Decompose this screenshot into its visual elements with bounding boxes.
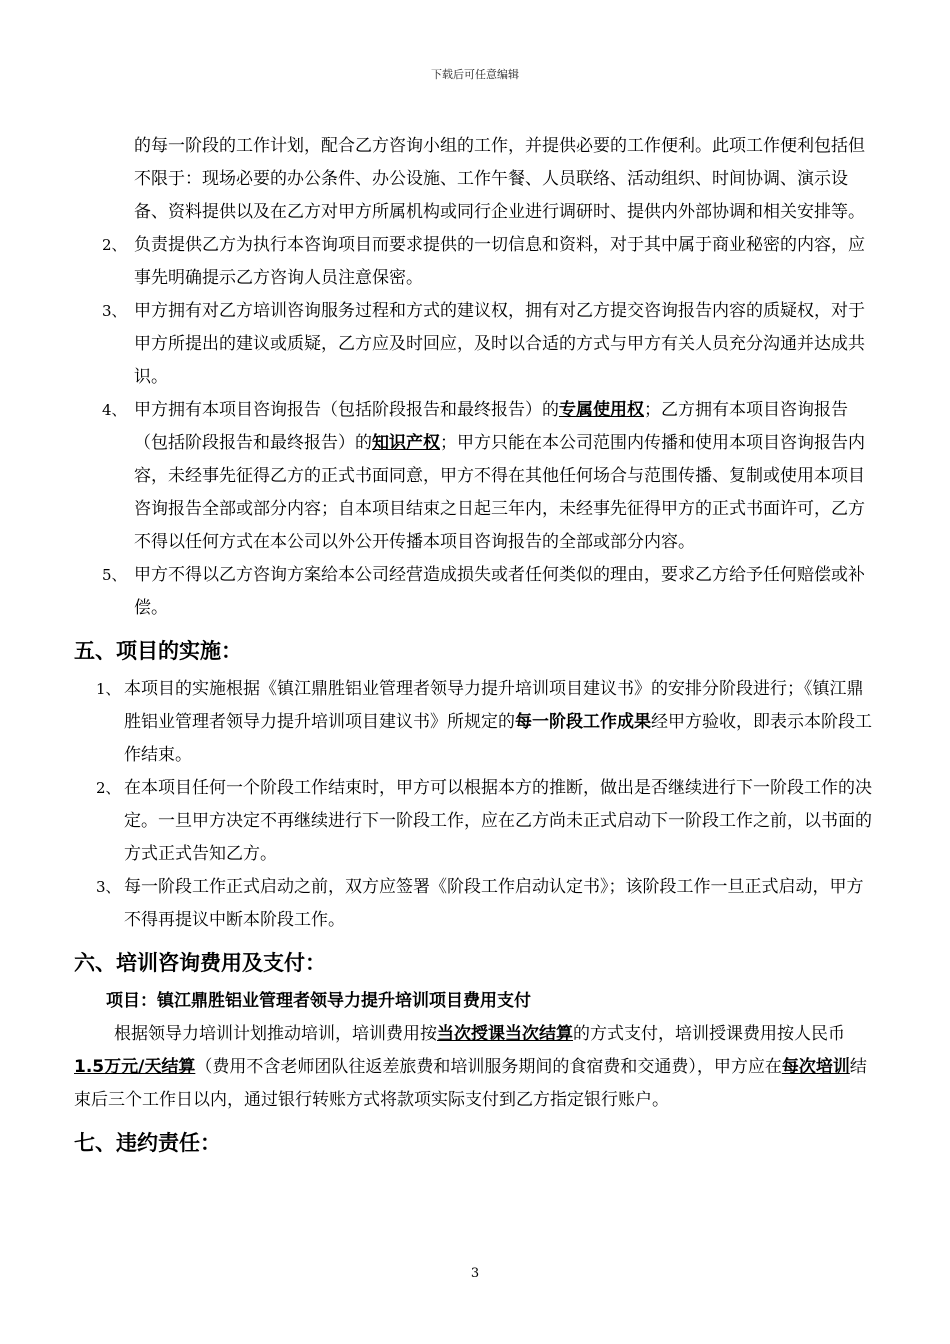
list-text: 甲方不得以乙方咨询方案给本公司经营造成损失或者任何类似的理由，要求乙方给予任何赔偿或补偿。: [134, 565, 865, 618]
list-item: [74, 394, 874, 559]
list-item: [74, 559, 874, 625]
list-text: ；甲方只能在本公司范围内传播和使用本项目咨询报告内容，未经事先征得乙方的正式书面同意，甲方不得在其他任何场合与范围传播、复制或使用本项目咨询报告全部或部分内容；自本项目结束之日起三年内，未经事先征得甲方的正式书面许可，乙方不得以任何方式在本公司以外公开传播本项目咨询报告的全部或部分内容。: [134, 433, 865, 552]
header-note: 下载后可任意编辑: [431, 68, 519, 81]
fee-paragraph: [74, 1018, 874, 1117]
list-text: 本项目的实施根据《镇江鼎胜铝业管理者领导力提升培训项目建议书》的安排分阶段进行；《镇江鼎胜铝业管理者领导力提升培训项目建议书》所规定的: [124, 679, 864, 732]
section-heading-implementation: 五、项目的实施：: [74, 639, 242, 663]
section-heading-liability: 七、违约责任：: [74, 1131, 221, 1155]
list-number: 5、: [102, 566, 127, 584]
document-body: [74, 130, 874, 1165]
fee-project-heading: 项目：镇江鼎胜铝业管理者领导力提升培训项目费用支付: [106, 991, 531, 1011]
list-number: 4、: [102, 401, 127, 419]
fee-text: （费用不含老师团队往返差旅费和培训服务期间的食宿费和交通费），甲方应在: [195, 1057, 782, 1077]
list-number: 3、: [96, 878, 121, 896]
section-heading-fees: 六、培训咨询费用及支付：: [74, 951, 326, 975]
list-text: 负责提供乙方为执行本咨询项目而要求提供的一切信息和资料，对于其中属于商业秘密的内容，应事先明确提示乙方咨询人员注意保密。: [134, 235, 865, 288]
section4-list: [74, 229, 874, 625]
list-number: 3、: [102, 302, 127, 320]
list-text: 在本项目任何一个阶段工作结束时，甲方可以根据本方的推断，做出是否继续进行下一阶段工作的决定。一旦甲方决定不再继续进行下一阶段工作，应在乙方尚未正式启动下一阶段工作之前，以书面的方式正式告知乙方。: [124, 778, 872, 864]
list-text: 经甲方验收，即表示本阶段工作结束。: [124, 712, 872, 765]
list-item: [74, 673, 874, 772]
exclusive-use-right: 专属使用权: [559, 400, 644, 420]
list-item: [74, 772, 874, 871]
list-number: 2、: [96, 779, 121, 797]
list-number: 1、: [96, 680, 121, 698]
continuation-paragraph: 的每一阶段的工作计划，配合乙方咨询小组的工作，并提供必要的工作便利。此项工作便利包括但不限于：现场必要的办公条件、办公设施、工作午餐、人员联络、活动组织、时间协调、演示设备、资料提供以及在乙方对甲方所属机构或同行企业进行调研时、提供内外部协调和相关安排等。: [134, 136, 865, 222]
daily-fee: 1.5万元/天结算: [74, 1057, 196, 1077]
settlement-method: 当次授课当次结算: [437, 1024, 573, 1044]
fee-text: 的方式支付，培训授课费用按人民币: [573, 1024, 845, 1044]
list-item: [74, 295, 874, 394]
list-item: [74, 229, 874, 295]
fee-text: 结束后三个工作日以内，通过银行转账方式将款项实际支付到乙方指定银行账户。: [74, 1057, 867, 1110]
page-number: 3: [470, 1266, 480, 1281]
per-training: 每次培训: [781, 1057, 850, 1077]
list-text: 甲方拥有对乙方培训咨询服务过程和方式的建议权，拥有对乙方提交咨询报告内容的质疑权，对于甲方所提出的建议或质疑，乙方应及时回应，及时以合适的方式与甲方有关人员充分沟通并达成共识。: [134, 301, 865, 387]
stage-deliverable: 每一阶段工作成果: [515, 712, 651, 732]
list-text: ；乙方拥有本项目咨询报告（包括阶段报告和最终报告）的: [134, 400, 848, 453]
list-number: 2、: [102, 236, 127, 254]
fee-text: 根据领导力培训计划推动培训，培训费用按: [114, 1024, 437, 1044]
section5-list: [74, 673, 874, 937]
list-text: 甲方拥有本项目咨询报告（包括阶段报告和最终报告）的: [134, 400, 559, 420]
list-text: 每一阶段工作正式启动之前，双方应签署《阶段工作启动认定书》；该阶段工作一旦正式启动，甲方不得再提议中断本阶段工作。: [124, 877, 864, 930]
intellectual-property-right: 知识产权: [372, 433, 440, 453]
list-item: [74, 871, 874, 937]
